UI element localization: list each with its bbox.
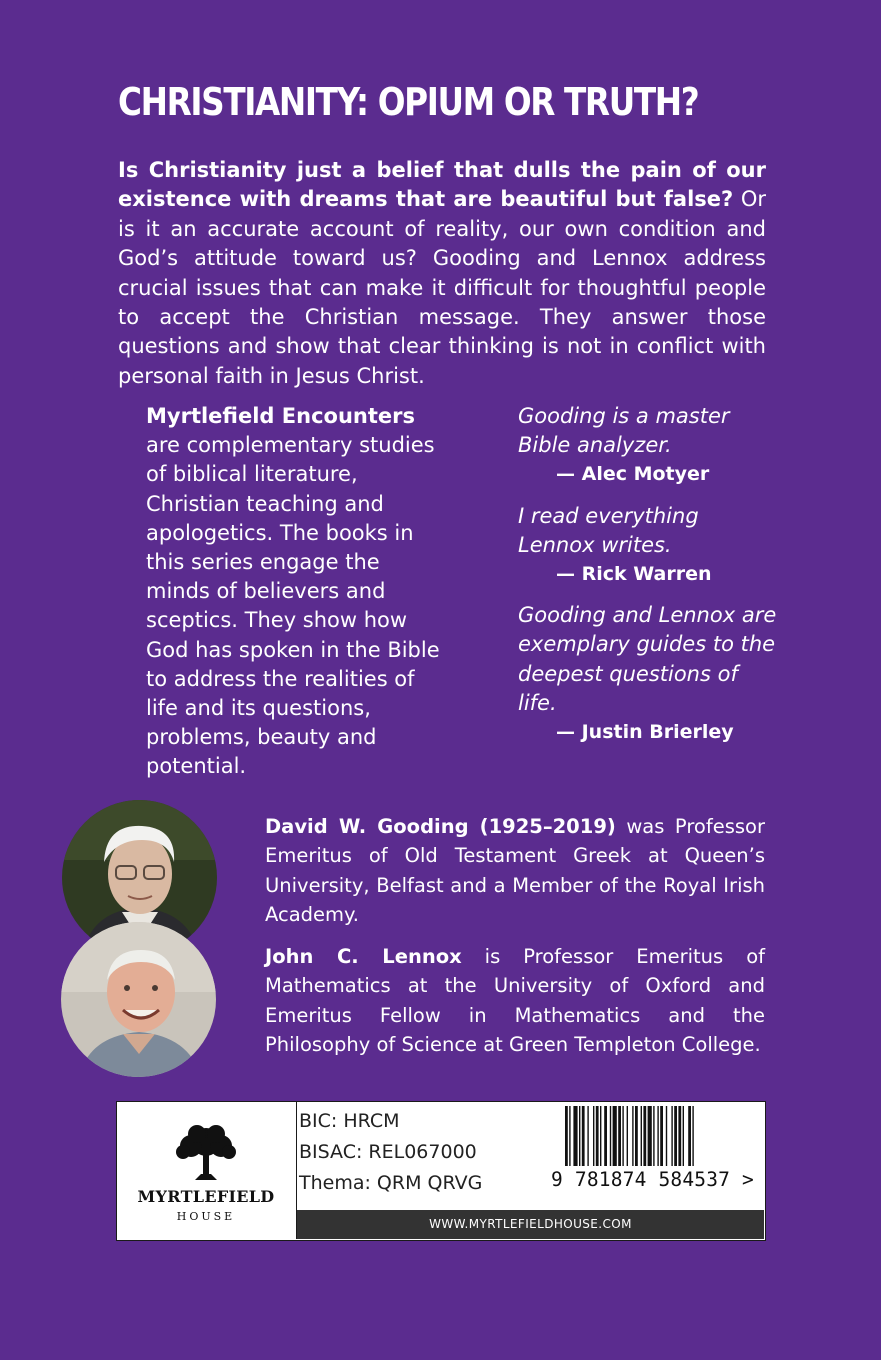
thema-code: Thema: QRM QRVG: [299, 1172, 483, 1194]
series-description: [146, 402, 446, 782]
endorsement-author: — Rick Warren: [556, 563, 712, 586]
endorsement-author: — Alec Motyer: [556, 463, 710, 486]
endorsement: [518, 402, 778, 490]
tree-icon: [173, 1122, 239, 1182]
endorsement-text: Gooding is a master Bible analyzer.: [518, 404, 730, 458]
intro-bold: Is Christianity just a belief that dulls the pain of our existence with dreams that are beautiful but false?: [118, 158, 766, 212]
author-bio-lennox: [265, 942, 765, 1060]
author-bio-text: is Professor Emeritus of Mathematics at the University of Oxford and Emeritus Fellow in Mathematics and the Philosophy of Science at Green Templeton College.: [265, 945, 765, 1057]
isbn-barcode: [565, 1106, 745, 1168]
author-name: David W. Gooding (1925–2019): [265, 815, 616, 838]
endorsement: [518, 502, 778, 590]
publisher-name: MYRTLEFIELD: [137, 1187, 275, 1206]
book-title: CHRISTIANITY: OPIUM OR TRUTH?: [118, 80, 699, 124]
author-bio-gooding: [265, 812, 765, 930]
publisher-subname: HOUSE: [176, 1210, 236, 1223]
author-bio-text: was Professor Emeritus of Old Testament Greek at Queen’s University, Belfast and a Member of the Royal Irish Academy.: [265, 815, 765, 927]
intro-text: Or is it an accurate account of reality, our own condition and God’s attitude toward us? Gooding and Lennox address crucial issues that can make it difficult for thoughtful people to accept the Christian message. They answer those questions and show that clear thinking is not in conflict with personal faith in Jesus Christ.: [118, 187, 766, 388]
intro-paragraph: [118, 156, 766, 391]
subject-codes: [299, 1106, 482, 1199]
publisher-logo: [117, 1102, 297, 1239]
endorsement-author: — Justin Brierley: [556, 721, 734, 744]
bic-code: BIC: HRCM: [299, 1110, 400, 1132]
isbn-digits: 9 781874 584537 >: [551, 1168, 754, 1191]
author-name: John C. Lennox: [265, 945, 462, 968]
publisher-footer: [116, 1101, 766, 1241]
endorsement-text: I read everything Lennox writes.: [518, 503, 699, 557]
endorsement: [518, 601, 778, 747]
series-text: are complementary studies of biblical literature, Christian teaching and apologetics. The books in this series engage the minds of believers and sceptics. They show how God has spoken in the Bible to address the realities of life and its questions, problems, beauty and potential.: [146, 433, 440, 779]
bisac-code: BISAC: REL067000: [299, 1141, 477, 1163]
series-name: Myrtlefield Encounters: [146, 404, 415, 428]
endorsements: [518, 402, 778, 759]
author-photo-lennox: [61, 922, 216, 1077]
publisher-website[interactable]: WWW.MYRTLEFIELDHOUSE.COM: [297, 1210, 764, 1239]
endorsement-text: Gooding and Lennox are exemplary guides to the deepest questions of life.: [518, 603, 777, 715]
